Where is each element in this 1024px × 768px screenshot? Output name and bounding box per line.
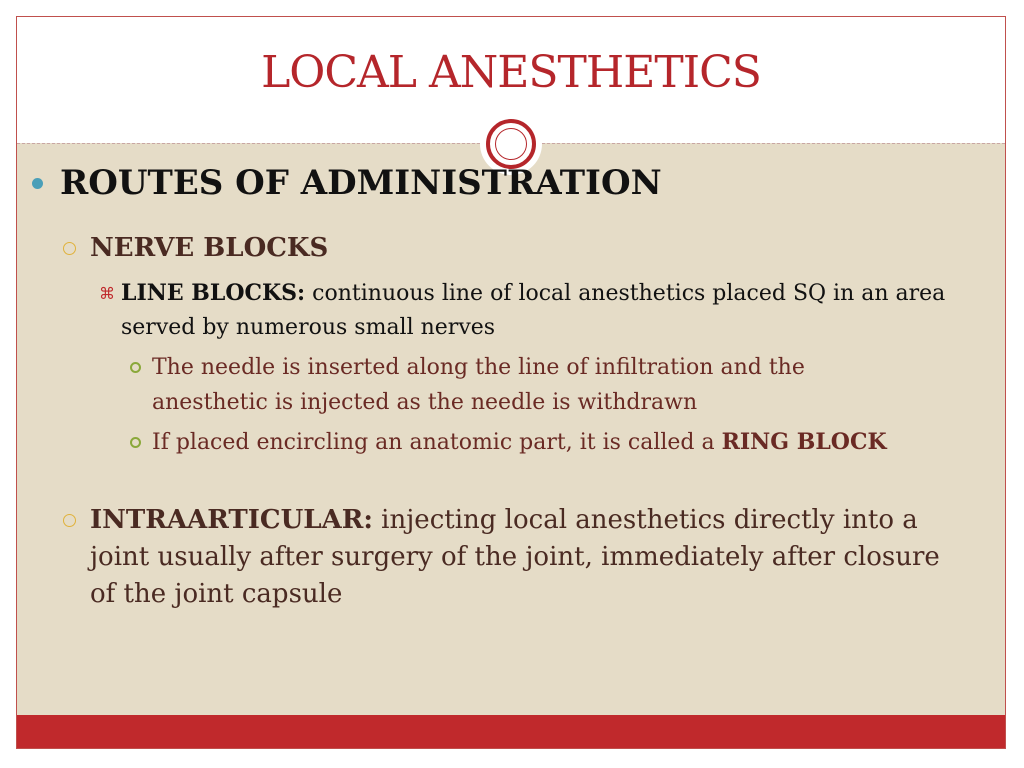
hollow-circle-bullet-icon (63, 514, 76, 527)
hollow-circle-bullet-icon (63, 242, 76, 255)
star-bullet-icon: ⌘ (99, 284, 115, 303)
slide-title: LOCAL ANESTHETICS (261, 47, 761, 98)
routes-heading: ROUTES OF ADMINISTRATION (60, 163, 662, 203)
ornament-ring (486, 119, 536, 169)
ring-block-term: RING BLOCK (721, 429, 887, 455)
filled-dot-bullet-icon (32, 178, 43, 189)
ring-bullet-icon (130, 437, 141, 448)
subpoint-needle (152, 350, 912, 420)
ornament-inner-ring (495, 128, 527, 160)
footer-bar (17, 715, 1005, 748)
line-blocks-label: LINE BLOCKS: (121, 280, 306, 306)
bullet-intraarticular (90, 502, 970, 613)
nerve-blocks-heading: NERVE BLOCKS (90, 233, 329, 263)
ring-block-text: If placed encircling an anatomic part, it is called a (152, 430, 722, 455)
intraarticular-label: INTRAARTICULAR: (90, 505, 373, 535)
bullet-line-blocks (99, 276, 971, 345)
bullet-routes-of-administration (60, 163, 980, 203)
ring-bullet-icon (130, 362, 141, 373)
bullet-nerve-blocks (90, 230, 970, 267)
line-blocks-text: continuous line of local anesthetics placed SQ in an area served by numerous small nerves (121, 281, 946, 340)
needle-text: The needle is inserted along the line of infiltration and the anesthetic is injected as the needle is withdrawn (152, 355, 805, 415)
subpoint-ring-block (152, 425, 912, 460)
intraarticular-text: injecting local anesthetics directly into a joint usually after surgery of the joint, immediately after closure of the joint capsule (90, 505, 940, 609)
